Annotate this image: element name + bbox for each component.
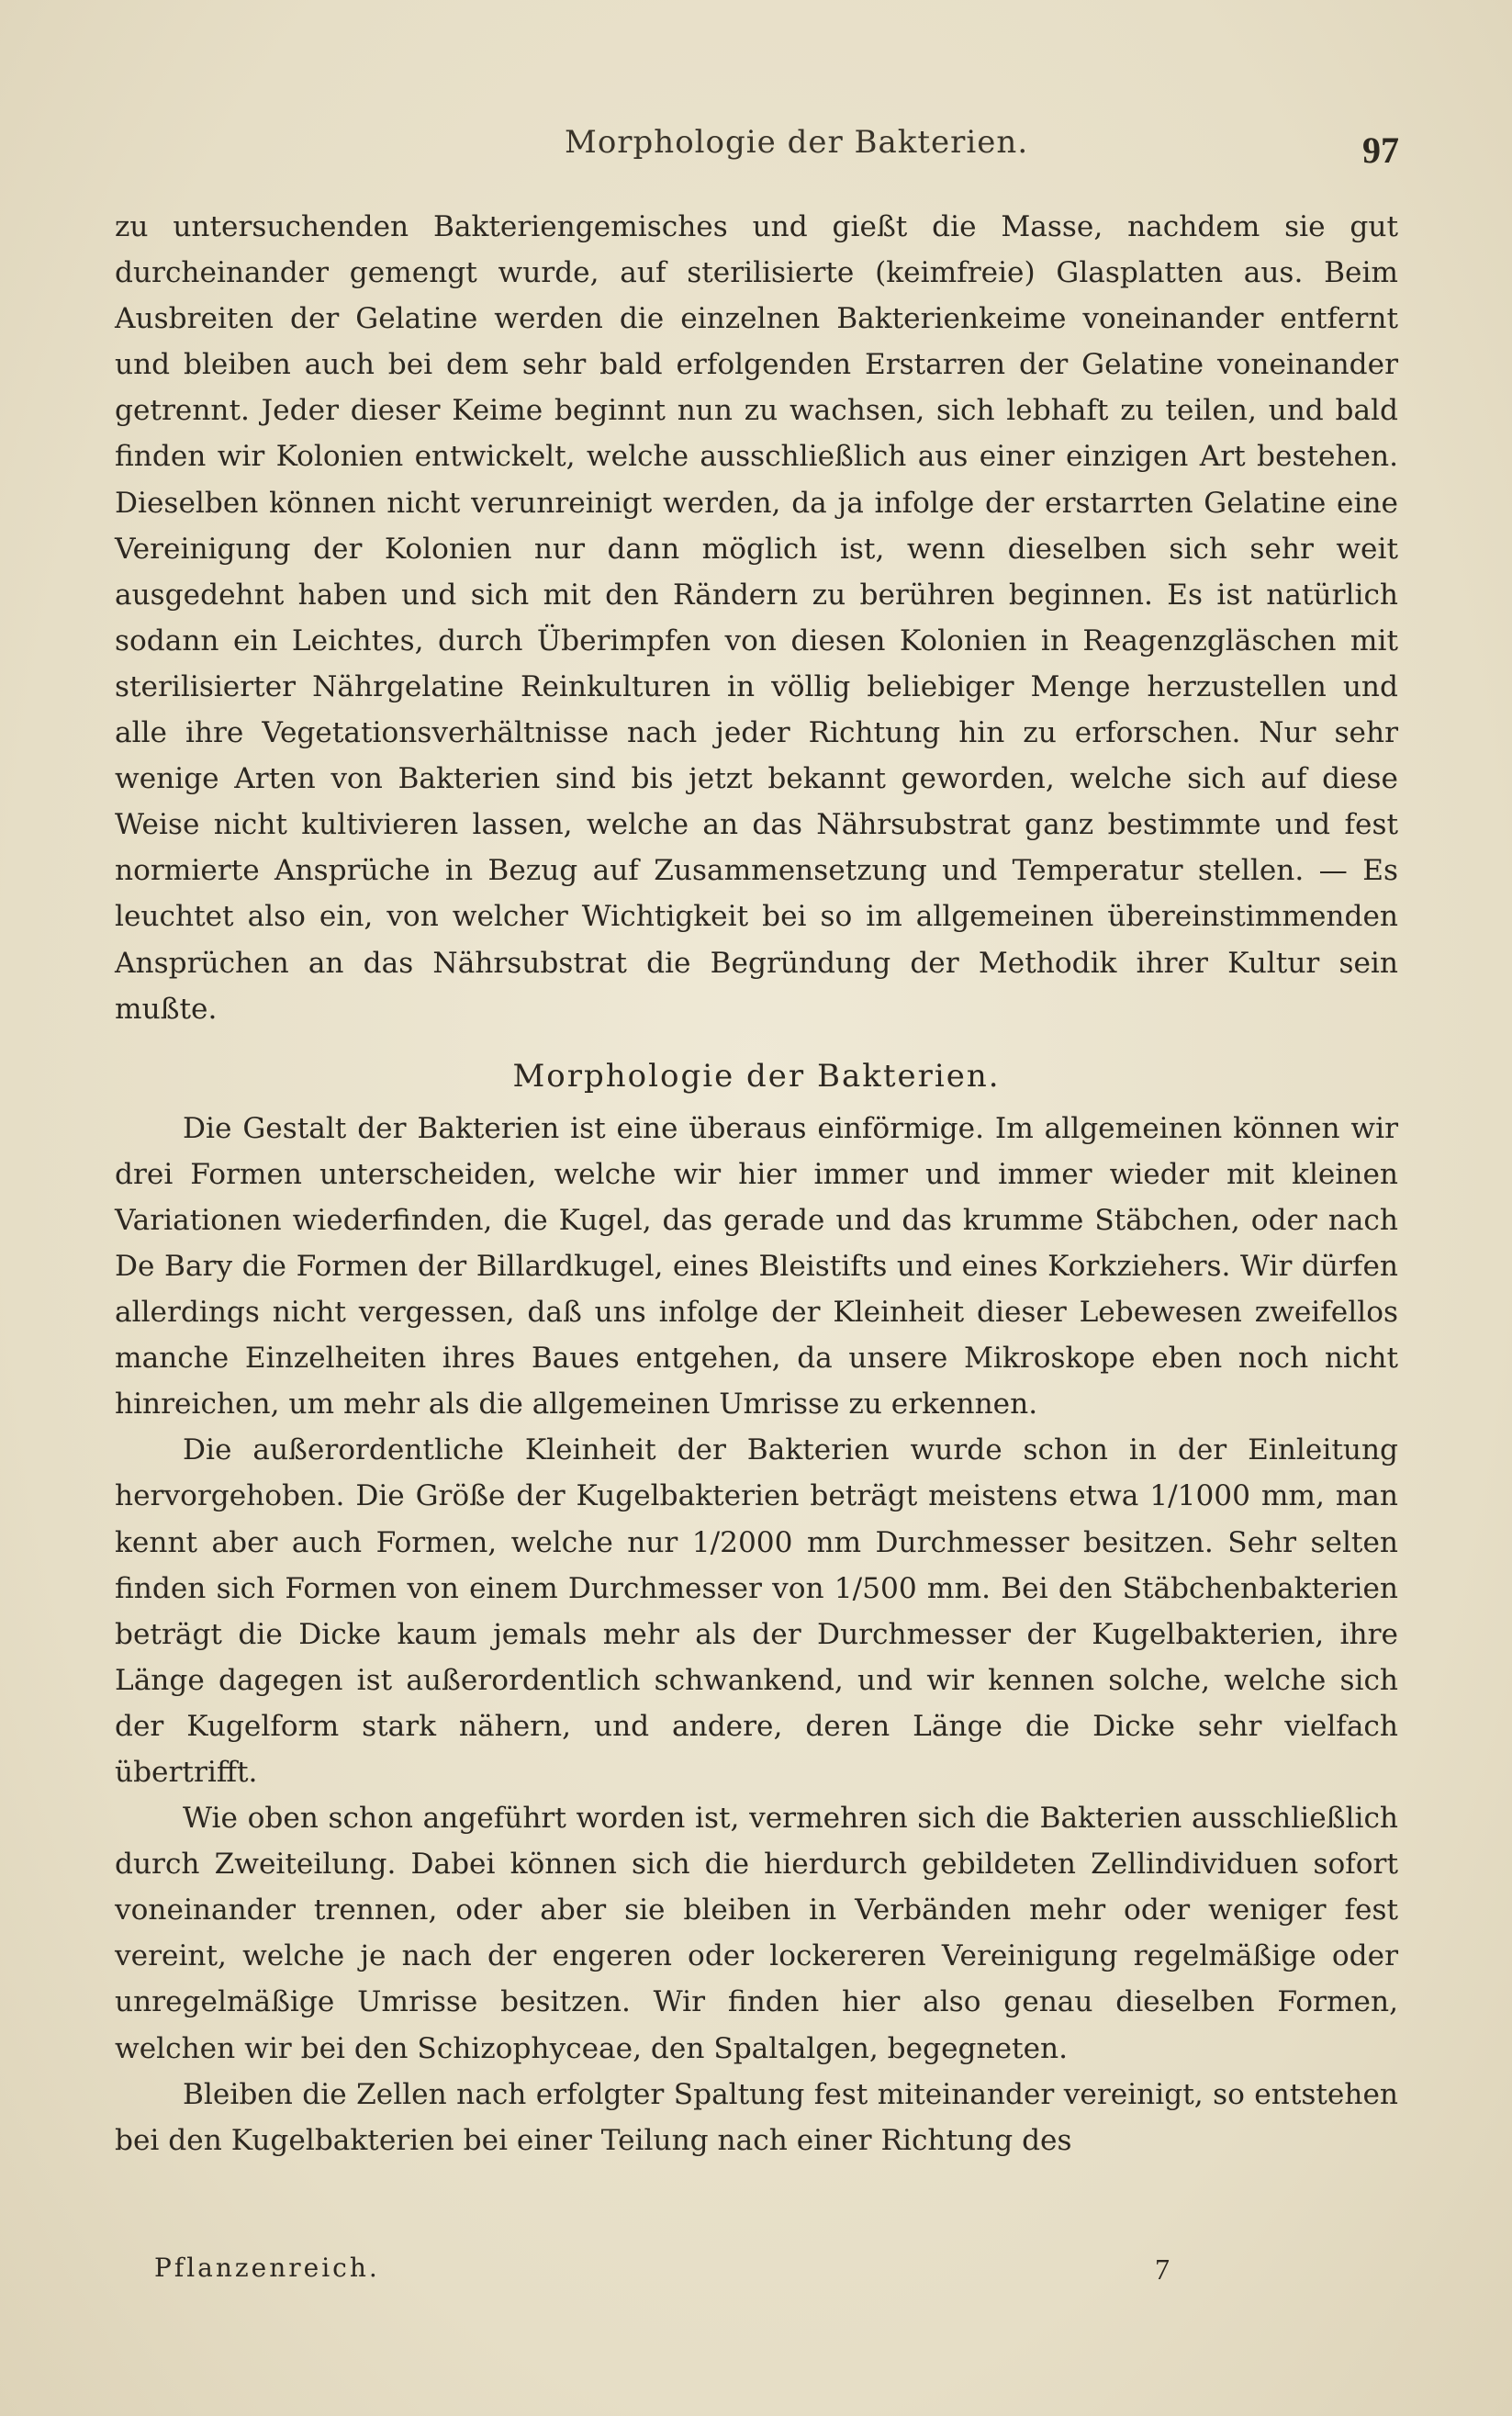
paragraph-1: zu untersuchenden Bakteriengemisches und gießt die Masse, nachdem sie gut durcheinander gemengt wurde, auf sterilisierte (keimfreie) Glasplatten aus. Beim Ausbreiten der Gelatine werden die einzelnen Bakterienkeime voneinander entfernt und bleiben auch bei dem sehr bald erfolgenden Erstarren der Gelatine voneinander getrennt. Jeder dieser Keime beginnt nun zu wachsen, sich lebhaft zu teilen, und bald finden wir Kolonien entwickelt, welche ausschließlich aus einer einzigen Art bestehen. Dieselben können nicht verunreinigt werden, da ja infolge der erstarrten Gelatine eine Vereinigung der Kolonien nur dann möglich ist, wenn dieselben sich sehr weit ausgedehnt haben und sich mit den Rändern zu berühren beginnen. Es ist natürlich sodann ein Leichtes, durch Überimpfen von diesen Kolonien in Reagenzgläschen mit sterilisierter Nährgelatine Reinkulturen in völlig beliebiger Menge herzustellen und alle ihre Vegetationsverhältnisse nach jeder Richtung hin zu erforschen. Nur sehr wenige Arten von Bakterien sind bis jetzt bekannt geworden, welche sich auf diese Weise nicht kultivieren lassen, welche an das Nährsubstrat ganz bestimmte und fest normierte Ansprüche in Bezug auf Zusammensetzung und Temperatur stellen. — Es leuchtet also ein, von welcher Wichtigkeit bei so im allgemeinen übereinstimmenden Ansprüchen an das Nährsubstrat die Begründung der Methodik ihrer Kultur sein mußte. <box>115 210 1398 1026</box>
section-heading: Morphologie der Bakterien. <box>512 1057 1001 1095</box>
running-title: Morphologie der Bakterien. <box>565 124 1029 161</box>
printer-signature: Pflanzenreich. <box>154 2253 380 2283</box>
paragraph-5: Bleiben die Zellen nach erfolgter Spaltung fest miteinander vereinigt, so entstehen bei den Kugelbakterien bei einer Teilung nach einer Richtung des <box>115 2077 1398 2157</box>
body-text <box>115 204 1398 2163</box>
sheet-number: 7 <box>1155 2253 1170 2286</box>
page-number: 97 <box>1362 129 1399 171</box>
paragraph-4: Wie oben schon angeführt worden ist, vermehren sich die Bakterien ausschließlich durch Zweiteilung. Dabei können sich die hierdurch gebildeten Zellindividuen sofort voneinander trennen, oder aber sie bleiben in Verbänden mehr oder weniger fest vereint, welche je nach der engeren oder lockereren Vereinigung regelmäßige oder unregelmäßige Umrisse besitzen. Wir finden hier also genau dieselben Formen, welchen wir bei den Schizophyceae, den Spaltalgen, begegneten. <box>115 1802 1398 2065</box>
paragraph-2: Die Gestalt der Bakterien ist eine überaus einförmige. Im allgemeinen können wir drei Formen unterscheiden, welche wir hier immer und immer wieder mit kleinen Variationen wiederfinden, die Kugel, das gerade und das krumme Stäbchen, oder nach De Bary die Formen der Billardkugel, eines Bleistifts und eines Korkziehers. Wir dürfen allerdings nicht vergessen, daß uns infolge der Kleinheit dieser Lebewesen zweifellos manche Einzelheiten ihres Baues entgehen, da unsere Mikroskope eben noch nicht hinreichen, um mehr als die allgemeinen Umrisse zu erkennen. <box>115 1111 1398 1422</box>
paragraph-3: Die außerordentliche Kleinheit der Bakterien wurde schon in der Einleitung hervorgehoben. Die Größe der Kugelbakterien beträgt meistens etwa 1/1000 mm, man kennt aber auch Formen, welche nur 1/2000 mm Durchmesser besitzen. Sehr selten finden sich Formen von einem Durchmesser von 1/500 mm. Bei den Stäbchenbakterien beträgt die Dicke kaum jemals mehr als der Durchmesser der Kugelbakterien, ihre Länge dagegen ist außerordentlich schwankend, und wir kennen solche, welche sich der Kugelform stark nähern, und andere, deren Länge die Dicke sehr vielfach übertrifft. <box>115 1433 1398 1789</box>
